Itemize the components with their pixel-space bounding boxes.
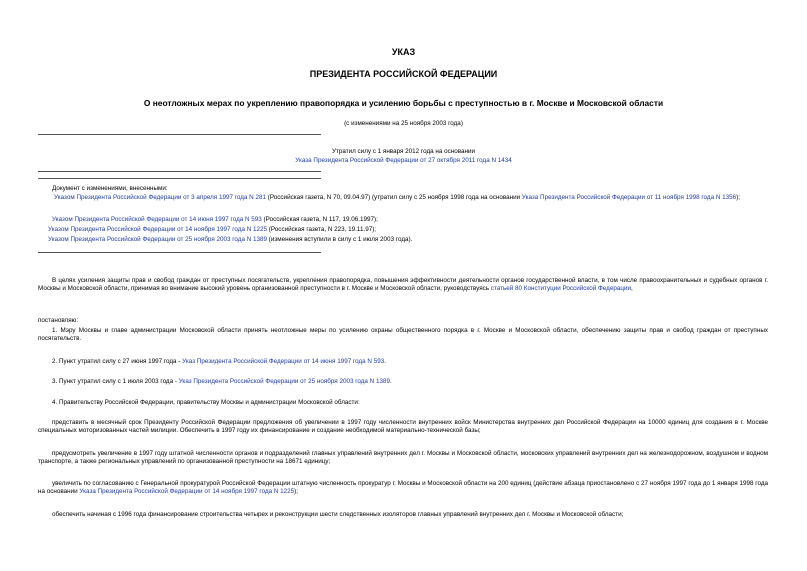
- document-heading: О неотложных мерах по укреплению правопорядка и усилению борьбы с преступностью в г. Москве и Московской области: [143, 98, 664, 108]
- expiry-line: Утратил силу с 1 января 2012 года на основании: [331, 148, 476, 155]
- paragraph-2: 2. Пункт утратил силу с 27 июня 1997 года - Указ Президента Российской Федерации от 14 июня 1997 года N 593.: [52, 358, 386, 365]
- change-1-repeal-link[interactable]: Указа Президента Российской Федерации от 11 ноября 1998 года N 1356: [521, 194, 737, 201]
- decree-word: постановляю:: [38, 317, 79, 324]
- paragraph-2-link[interactable]: Указ Президента Российской Федерации от 14 июня 1997 года N 593: [182, 358, 385, 365]
- changes-intro: Документ с изменениями, внесенными:: [52, 185, 168, 192]
- change-4-link[interactable]: Указом Президента Российской Федерации от 25 ноября 2003 года N 1389: [48, 236, 268, 243]
- change-entry-2: Указом Президента Российской Федерации от 14 июня 1997 года N 593 (Российская газета, N 117, 19.06.1997);: [52, 216, 378, 223]
- divider: [38, 134, 321, 135]
- paragraph-5: представить в месячный срок Президенту Российской Федерации предложения об увеличении в 1997 году численности внутренних войск Министерства внутренних дел Российской Федерации на 10000 единиц для создания в г. Москве специальных моторизованных частей милиции. Обеспечить в 1997 году их финансирование и создание необходимой материально-технической базы;: [38, 419, 768, 435]
- amendment-note: (с изменениями на 25 ноября 2003 года): [344, 120, 463, 127]
- change-2-link[interactable]: Указом Президента Российской Федерации от 14 июня 1997 года N 593: [52, 216, 262, 223]
- change-entry-4: Указом Президента Российской Федерации от 25 ноября 2003 года N 1389 (изменения вступили в силу с 1 июля 2003 года).: [48, 236, 413, 243]
- decree-type-title: УКАЗ: [391, 47, 416, 57]
- constitution-article-link[interactable]: статьей 80 Конституции Российской Федерации: [490, 285, 631, 293]
- paragraph-6: предусмотреть увеличение в 1997 году штатной численности органов и подразделений главных управлений внутренних дел г. Москвы и Московской области, московских управлений внутренних дел на железнодорожном, воздушном и водном транспорте, а также региональных управлений по организованной преступности на 18671 единицу;: [38, 450, 768, 466]
- paragraph-3-link[interactable]: Указ Президента Российской Федерации от 25 ноября 2003 года N 1389: [178, 378, 390, 385]
- paragraph-8: обеспечить начиная с 1996 года финансирование строительства четырех и реконструкции шести следственных изоляторов главных управлений внутренних дел г. Москвы и Московской области;: [52, 511, 624, 518]
- paragraph-7: увеличить по согласованию с Генеральной прокуратурой Российской Федерации штатную численность прокуратур г. Москвы и Московской области на 200 единиц (действие абзаца приостановлено с 27 ноября 1997 года до 1 января 1998 года на основании Указа Президента Российской Федерации от 14 ноября 1997 года N 1225);: [38, 480, 768, 496]
- divider: [38, 178, 321, 179]
- change-entry-1: Указом Президента Российской Федерации от 3 апреля 1997 года N 281 (Российская газета, N 70, 09.04.97) (утратил силу с 25 ноября 1998 года на основании Указа Президента Российской Федерации от 11 ноября 1998 года N 1356);: [54, 194, 741, 201]
- change-3-link[interactable]: Указом Президента Российской Федерации от 14 ноября 1997 года N 1225: [48, 226, 268, 233]
- paragraph-3: 3. Пункт утратил силу с 1 июля 2003 года - Указ Президента Российской Федерации от 25 ноября 2003 года N 1389.: [52, 378, 392, 385]
- expiry-decree-link[interactable]: Указа Президента Российской Федерации от 27 октября 2011 года N 1434: [295, 157, 512, 164]
- change-entry-3: Указом Президента Российской Федерации от 14 ноября 1997 года N 1225 (Российская газета, N 223, 19.11.97);: [48, 226, 377, 233]
- divider: [38, 252, 321, 253]
- issuer-title: ПРЕЗИДЕНТА РОССИЙСКОЙ ФЕДЕРАЦИИ: [309, 69, 498, 79]
- divider: [38, 171, 321, 172]
- change-1-link[interactable]: Указом Президента Российской Федерации от 3 апреля 1997 года N 281: [54, 194, 266, 201]
- preamble-paragraph: В целях усиления защиты прав и свобод граждан от преступных посягательств, укрепления правопорядка, повышения эффективности деятельности органов государственной власти, в том числе правоохранительных и судебных органов г. Москвы и Московской области, принимая во внимание высокий уровень организованной преступности в г. Москве и Московской области, руководствуясь статьей 80 Конституции Российской Федерации,: [38, 277, 768, 293]
- paragraph-7-link[interactable]: Указа Президента Российской Федерации от 14 ноября 1997 года N 1225: [79, 488, 295, 496]
- paragraph-1: 1. Мэру Москвы и главе администрации Московской области принять неотложные меры по усилению охраны общественного порядка в г. Москве и Московской области, обеспечению защиты прав и свобод граждан от преступных посягательств.: [38, 327, 768, 343]
- paragraph-4: 4. Правительству Российской Федерации, правительству Москвы и администрации Московской области:: [52, 399, 360, 406]
